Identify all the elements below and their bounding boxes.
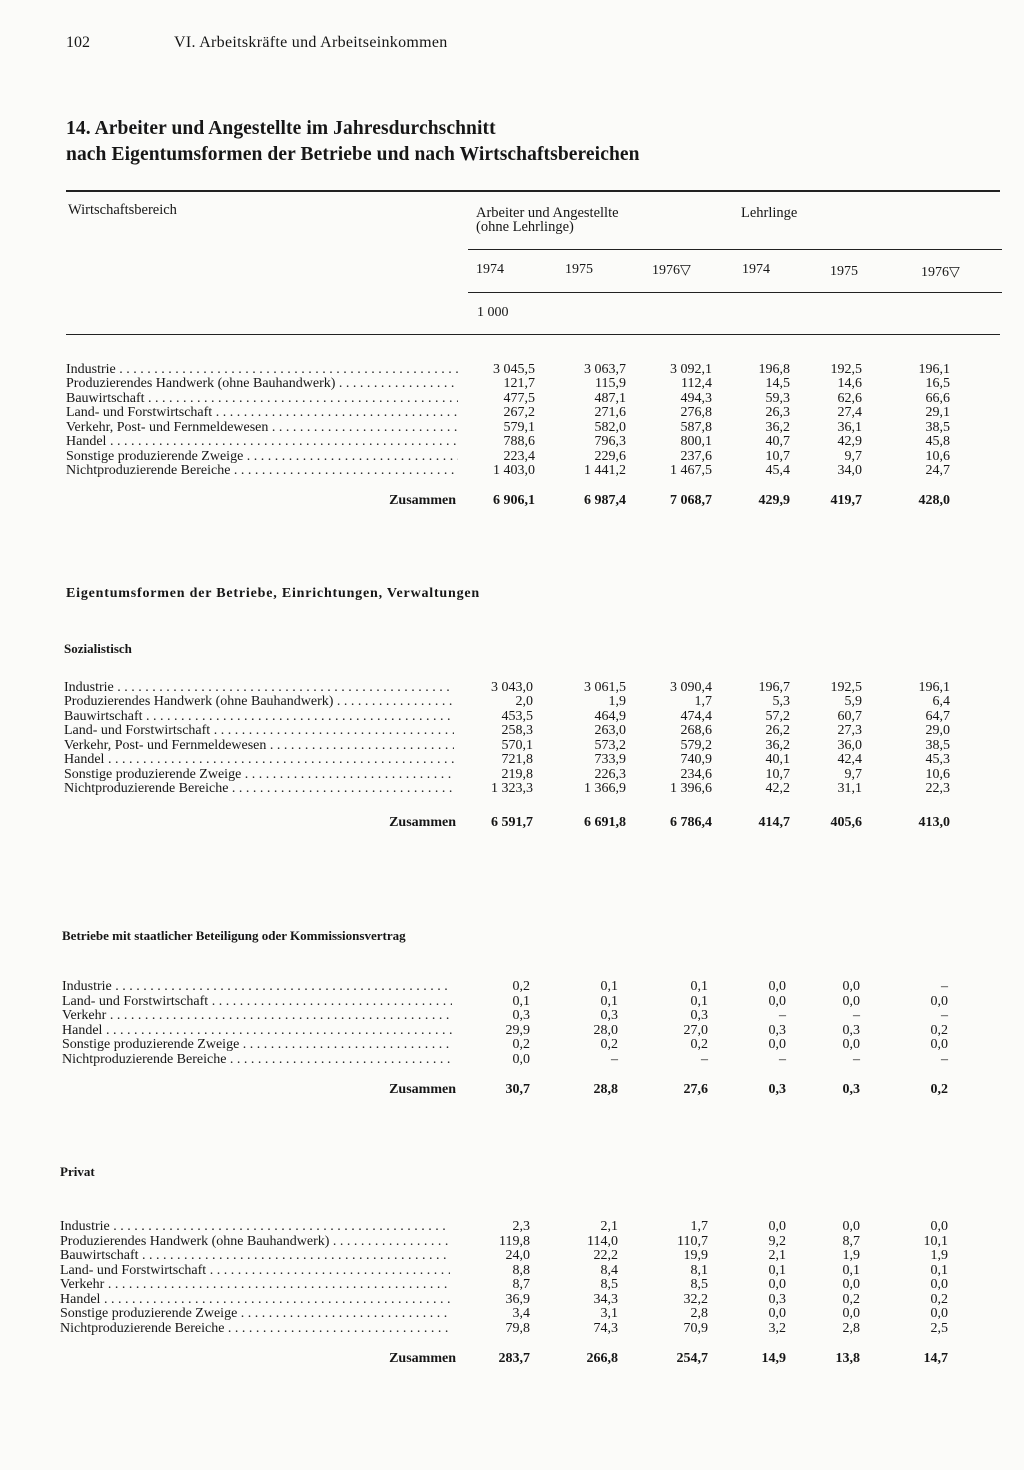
row-label: Bauwirtschaft . . . xyxy=(64,709,454,724)
table-cell: 570,1 xyxy=(501,738,533,753)
table-cell: 0,1 xyxy=(930,1263,948,1278)
table-cell: 16,5 xyxy=(925,376,950,391)
table-cell: 29,9 xyxy=(505,1023,530,1038)
table-cell: 59,3 xyxy=(765,391,790,406)
table-cell: 0,0 xyxy=(842,1219,860,1234)
table-cell: 27,3 xyxy=(837,723,862,738)
table-row xyxy=(0,1008,1024,1023)
table-cell: – xyxy=(941,1008,948,1023)
table-cell: 267,2 xyxy=(503,405,535,420)
total-cell: 14,9 xyxy=(761,1351,786,1366)
header-top-rule xyxy=(66,190,1000,192)
total-label: Zusammen xyxy=(389,815,456,830)
row-label: Land- und Forstwirtschaft . . . xyxy=(64,723,454,738)
table-cell: 32,2 xyxy=(683,1292,708,1307)
table-cell: 192,5 xyxy=(830,362,862,377)
table-cell: 45,4 xyxy=(765,463,790,478)
row-label: Bauwirtschaft . . . xyxy=(66,391,458,406)
table-cell: 192,5 xyxy=(830,680,862,695)
table-cell: 36,1 xyxy=(837,420,862,435)
row-label: Handel . . . xyxy=(64,752,454,767)
table-cell: 70,9 xyxy=(683,1321,708,1336)
table-cell: 0,0 xyxy=(930,1277,948,1292)
table-row xyxy=(0,405,1024,420)
table-cell: 226,3 xyxy=(594,767,626,782)
table-row xyxy=(0,1306,1024,1321)
table-cell: 196,1 xyxy=(918,362,950,377)
table-cell: – xyxy=(853,1008,860,1023)
table-row xyxy=(0,709,1024,724)
table-cell: 0,2 xyxy=(512,979,530,994)
table-cell: 0,3 xyxy=(768,1292,786,1307)
year-header: 1975 xyxy=(830,264,858,279)
table-cell: 276,8 xyxy=(680,405,712,420)
table-cell: 477,5 xyxy=(503,391,535,406)
row-label: Handel . . . xyxy=(62,1023,452,1038)
table-cell: 0,0 xyxy=(768,1306,786,1321)
total-cell: 283,7 xyxy=(498,1351,530,1366)
table-cell: 31,1 xyxy=(837,781,862,796)
row-label: Verkehr . . . xyxy=(60,1277,450,1292)
row-label: Sonstige produzierende Zweige . . . xyxy=(64,767,454,782)
row-label: Verkehr, Post- und Fernmeldewesen . . . xyxy=(64,738,454,753)
table-cell: 1,9 xyxy=(842,1248,860,1263)
table-cell: 0,0 xyxy=(768,979,786,994)
table-cell: 788,6 xyxy=(503,434,535,449)
table-row xyxy=(0,1292,1024,1307)
table-cell: 474,4 xyxy=(680,709,712,724)
table-cell: 268,6 xyxy=(680,723,712,738)
table-cell: 14,6 xyxy=(837,376,862,391)
table-title-line-2: nach Eigentumsformen der Betriebe und nach Wirtschaftsbereichen xyxy=(66,144,640,165)
total-cell: 266,8 xyxy=(586,1351,618,1366)
table-cell: – xyxy=(701,1052,708,1067)
table-cell: 6,4 xyxy=(932,694,950,709)
total-cell: 6 906,1 xyxy=(493,493,535,508)
row-label: Industrie . . . xyxy=(60,1219,450,1234)
table-cell: 114,0 xyxy=(587,1234,618,1249)
year-header: 1976▽ xyxy=(921,265,960,280)
year-header: 1974 xyxy=(476,262,504,277)
table-cell: 0,3 xyxy=(600,1008,618,1023)
total-cell: 429,9 xyxy=(758,493,790,508)
table-cell: 579,2 xyxy=(680,738,712,753)
stub-header: Wirtschaftsbereich xyxy=(68,202,177,218)
row-label: Sonstige produzierende Zweige . . . xyxy=(62,1037,452,1052)
table-cell: 229,6 xyxy=(594,449,626,464)
table-cell: 36,2 xyxy=(765,738,790,753)
table-cell: 579,1 xyxy=(503,420,535,435)
table-cell: 2,3 xyxy=(512,1219,530,1234)
table-cell: 464,9 xyxy=(594,709,626,724)
chapter-title: VI. Arbeitskräfte und Arbeitseinkommen xyxy=(174,34,448,51)
table-cell: 34,0 xyxy=(837,463,862,478)
table-cell: 0,0 xyxy=(768,1037,786,1052)
table-cell: 453,5 xyxy=(501,709,533,724)
row-label: Industrie . . . xyxy=(66,362,458,377)
table-cell: 110,7 xyxy=(677,1234,708,1249)
row-label: Verkehr . . . xyxy=(62,1008,452,1023)
year-header: 1975 xyxy=(565,262,593,277)
table-cell: 45,3 xyxy=(925,752,950,767)
total-row xyxy=(0,493,1024,508)
table-row xyxy=(0,694,1024,709)
table-cell: 0,3 xyxy=(690,1008,708,1023)
table-cell: 36,2 xyxy=(765,420,790,435)
year-header: 1974 xyxy=(742,262,770,277)
row-label: Industrie . . . xyxy=(64,680,454,695)
table-cell: 45,8 xyxy=(925,434,950,449)
table-row xyxy=(0,1248,1024,1263)
table-cell: 27,4 xyxy=(837,405,862,420)
table-cell: 0,0 xyxy=(768,1219,786,1234)
row-label: Nichtproduzierende Bereiche . . . xyxy=(64,781,454,796)
table-cell: 3,1 xyxy=(600,1306,618,1321)
table-cell: 0,1 xyxy=(690,979,708,994)
total-cell: 27,6 xyxy=(683,1082,708,1097)
table-cell: 0,2 xyxy=(930,1023,948,1038)
total-cell: 6 987,4 xyxy=(584,493,626,508)
ownership-section-heading: Eigentumsformen der Betriebe, Einrichtungen, Verwaltungen xyxy=(66,586,481,601)
row-label: Bauwirtschaft . . . xyxy=(60,1248,450,1263)
total-cell: 30,7 xyxy=(505,1082,530,1097)
table-cell: 19,9 xyxy=(683,1248,708,1263)
table-cell: 64,7 xyxy=(925,709,950,724)
total-cell: 0,3 xyxy=(768,1082,786,1097)
row-label: Handel . . . xyxy=(66,434,458,449)
table-cell: 112,4 xyxy=(681,376,712,391)
table-cell: 196,1 xyxy=(918,680,950,695)
table-row xyxy=(0,1277,1024,1292)
table-cell: 0,3 xyxy=(842,1023,860,1038)
table-cell: 3,4 xyxy=(512,1306,530,1321)
total-cell: 413,0 xyxy=(918,815,950,830)
table-cell: 0,2 xyxy=(930,1292,948,1307)
table-cell: 258,3 xyxy=(501,723,533,738)
table-cell: 0,2 xyxy=(690,1037,708,1052)
table-cell: 42,9 xyxy=(837,434,862,449)
table-row xyxy=(0,420,1024,435)
total-cell: 6 691,8 xyxy=(584,815,626,830)
table-cell: 196,8 xyxy=(758,362,790,377)
table-cell: 271,6 xyxy=(594,405,626,420)
table-cell: 9,2 xyxy=(768,1234,786,1249)
table-row xyxy=(0,391,1024,406)
table-cell: 38,5 xyxy=(925,738,950,753)
table-cell: 42,2 xyxy=(765,781,790,796)
table-cell: 1 403,0 xyxy=(493,463,535,478)
table-cell: 8,7 xyxy=(842,1234,860,1249)
table-cell: 573,2 xyxy=(594,738,626,753)
total-row xyxy=(0,1082,1024,1097)
table-cell: 0,0 xyxy=(512,1052,530,1067)
table-row xyxy=(0,781,1024,796)
table-cell: 40,1 xyxy=(765,752,790,767)
table-cell: 0,0 xyxy=(842,1037,860,1052)
table-row xyxy=(0,449,1024,464)
table-cell: 0,1 xyxy=(600,994,618,1009)
table-cell: – xyxy=(941,1052,948,1067)
total-cell: 7 068,7 xyxy=(670,493,712,508)
table-row xyxy=(0,979,1024,994)
table-cell: 22,2 xyxy=(593,1248,618,1263)
table-cell: 1,7 xyxy=(690,1219,708,1234)
total-cell: 28,8 xyxy=(593,1082,618,1097)
table-cell: 1 323,3 xyxy=(491,781,533,796)
table-cell: 36,9 xyxy=(505,1292,530,1307)
table-row xyxy=(0,1234,1024,1249)
table-cell: 587,8 xyxy=(680,420,712,435)
table-cell: 733,9 xyxy=(594,752,626,767)
table-cell: 2,1 xyxy=(768,1248,786,1263)
table-cell: 2,0 xyxy=(515,694,533,709)
table-cell: 115,9 xyxy=(595,376,626,391)
table-cell: 0,0 xyxy=(768,994,786,1009)
table-cell: 8,4 xyxy=(600,1263,618,1278)
table-cell: 62,6 xyxy=(837,391,862,406)
table-cell: 494,3 xyxy=(680,391,712,406)
table-cell: 26,3 xyxy=(765,405,790,420)
table-cell: 40,7 xyxy=(765,434,790,449)
table-cell: 740,9 xyxy=(680,752,712,767)
table-cell: 0,0 xyxy=(842,1306,860,1321)
row-label: Produzierendes Handwerk (ohne Bauhandwerk) . . . xyxy=(60,1234,450,1249)
table-cell: 8,1 xyxy=(690,1263,708,1278)
table-cell: 1,9 xyxy=(930,1248,948,1263)
subsection-heading-socialist: Sozialistisch xyxy=(64,641,132,656)
table-cell: 10,7 xyxy=(765,767,790,782)
table-cell: 28,0 xyxy=(593,1023,618,1038)
table-cell: 2,5 xyxy=(930,1321,948,1336)
table-cell: 0,1 xyxy=(690,994,708,1009)
total-cell: 419,7 xyxy=(830,493,862,508)
table-cell: 0,0 xyxy=(842,979,860,994)
row-label: Land- und Forstwirtschaft . . . xyxy=(60,1263,450,1278)
table-cell: 10,1 xyxy=(923,1234,948,1249)
table-cell: 10,7 xyxy=(765,449,790,464)
table-cell: 0,0 xyxy=(930,1037,948,1052)
header-year-rule xyxy=(468,249,1002,250)
table-cell: 26,2 xyxy=(765,723,790,738)
table-cell: – xyxy=(853,1052,860,1067)
table-cell: 1,9 xyxy=(608,694,626,709)
table-cell: 0,0 xyxy=(842,1277,860,1292)
table-cell: 0,2 xyxy=(600,1037,618,1052)
table-cell: 119,8 xyxy=(499,1234,530,1249)
table-cell: 2,1 xyxy=(600,1219,618,1234)
table-row xyxy=(0,723,1024,738)
table-cell: 0,0 xyxy=(930,1219,948,1234)
table-cell: 796,3 xyxy=(594,434,626,449)
page-number: 102 xyxy=(66,34,90,51)
table-row xyxy=(0,738,1024,753)
total-cell: 6 786,4 xyxy=(670,815,712,830)
table-cell: 36,0 xyxy=(837,738,862,753)
row-label: Land- und Forstwirtschaft . . . xyxy=(66,405,458,420)
table-cell: 8,8 xyxy=(512,1263,530,1278)
total-row xyxy=(0,1351,1024,1366)
table-cell: 5,3 xyxy=(772,694,790,709)
table-cell: 24,0 xyxy=(505,1248,530,1263)
row-label: Nichtproduzierende Bereiche . . . xyxy=(66,463,458,478)
total-cell: 254,7 xyxy=(676,1351,708,1366)
row-label: Industrie . . . xyxy=(62,979,452,994)
table-cell: 0,3 xyxy=(768,1023,786,1038)
table-cell: 0,1 xyxy=(768,1263,786,1278)
total-cell: 0,3 xyxy=(842,1082,860,1097)
table-cell: 0,0 xyxy=(768,1277,786,1292)
row-label: Verkehr, Post- und Fernmeldewesen . . . xyxy=(66,420,458,435)
row-label: Land- und Forstwirtschaft . . . xyxy=(62,994,452,1009)
table-cell: 1 396,6 xyxy=(670,781,712,796)
table-cell: 14,5 xyxy=(765,376,790,391)
table-cell: 3 090,4 xyxy=(670,680,712,695)
group-header-apprentices: Lehrlinge xyxy=(741,205,798,221)
total-cell: 414,7 xyxy=(758,815,790,830)
total-cell: 0,2 xyxy=(930,1082,948,1097)
group-header-workers-2: (ohne Lehrlinge) xyxy=(476,219,574,235)
table-cell: 234,6 xyxy=(680,767,712,782)
table-title-line-1: 14. Arbeiter und Angestellte im Jahresdurchschnitt xyxy=(66,118,496,139)
table-row xyxy=(0,680,1024,695)
table-cell: 9,7 xyxy=(844,449,862,464)
row-label: Produzierendes Handwerk (ohne Bauhandwerk) . . . xyxy=(66,376,458,391)
table-cell: 237,6 xyxy=(680,449,712,464)
table-cell: 0,0 xyxy=(930,1306,948,1321)
row-label: Handel . . . xyxy=(60,1292,450,1307)
table-row xyxy=(0,1052,1024,1067)
row-label: Nichtproduzierende Bereiche . . . xyxy=(62,1052,452,1067)
table-cell: 0,3 xyxy=(512,1008,530,1023)
row-label: Sonstige produzierende Zweige . . . xyxy=(66,449,458,464)
table-cell: 1,7 xyxy=(694,694,712,709)
table-cell: 79,8 xyxy=(505,1321,530,1336)
table-row xyxy=(0,1321,1024,1336)
table-cell: 57,2 xyxy=(765,709,790,724)
table-cell: 8,5 xyxy=(600,1277,618,1292)
table-cell: 29,1 xyxy=(925,405,950,420)
table-cell: 29,0 xyxy=(925,723,950,738)
table-cell: 27,0 xyxy=(683,1023,708,1038)
table-cell: 2,8 xyxy=(842,1321,860,1336)
header-unit-rule xyxy=(468,292,1002,293)
table-cell: 721,8 xyxy=(501,752,533,767)
total-label: Zusammen xyxy=(389,1082,456,1097)
total-cell: 14,7 xyxy=(923,1351,948,1366)
table-row xyxy=(0,994,1024,1009)
total-label: Zusammen xyxy=(389,493,456,508)
table-cell: 0,2 xyxy=(512,1037,530,1052)
header-bottom-rule xyxy=(66,334,1000,335)
table-cell: 800,1 xyxy=(680,434,712,449)
table-cell: 3 061,5 xyxy=(584,680,626,695)
table-cell: 22,3 xyxy=(925,781,950,796)
table-cell: 5,9 xyxy=(844,694,862,709)
table-cell: 582,0 xyxy=(594,420,626,435)
table-cell: 8,7 xyxy=(512,1277,530,1292)
table-cell: 0,1 xyxy=(842,1263,860,1278)
table-row xyxy=(0,1219,1024,1234)
table-row xyxy=(0,434,1024,449)
table-cell: 263,0 xyxy=(594,723,626,738)
table-row xyxy=(0,1023,1024,1038)
table-cell: 1 441,2 xyxy=(584,463,626,478)
table-cell: 487,1 xyxy=(594,391,626,406)
table-cell: 8,5 xyxy=(690,1277,708,1292)
table-cell: – xyxy=(779,1052,786,1067)
table-cell: 74,3 xyxy=(593,1321,618,1336)
table-cell: 223,4 xyxy=(503,449,535,464)
total-label: Zusammen xyxy=(389,1351,456,1366)
table-cell: 0,2 xyxy=(842,1292,860,1307)
table-row xyxy=(0,767,1024,782)
table-cell: 0,0 xyxy=(842,994,860,1009)
table-cell: 38,5 xyxy=(925,420,950,435)
total-cell: 428,0 xyxy=(918,493,950,508)
table-cell: 3 092,1 xyxy=(670,362,712,377)
table-cell: 3 063,7 xyxy=(584,362,626,377)
table-cell: 3 045,5 xyxy=(493,362,535,377)
table-cell: – xyxy=(779,1008,786,1023)
total-cell: 13,8 xyxy=(835,1351,860,1366)
table-cell: 0,1 xyxy=(512,994,530,1009)
table-cell: 9,7 xyxy=(844,767,862,782)
table-cell: 10,6 xyxy=(925,449,950,464)
table-row xyxy=(0,1037,1024,1052)
table-cell: 219,8 xyxy=(501,767,533,782)
table-cell: 42,4 xyxy=(837,752,862,767)
subsection-heading-state-participation: Betriebe mit staatlicher Beteiligung oder Kommissionsvertrag xyxy=(62,928,406,943)
total-cell: 405,6 xyxy=(830,815,862,830)
group-header-workers-1: Arbeiter und Angestellte xyxy=(476,205,619,221)
row-label: Produzierendes Handwerk (ohne Bauhandwerk) . . . xyxy=(64,694,454,709)
table-cell: – xyxy=(611,1052,618,1067)
table-row xyxy=(0,362,1024,377)
total-row xyxy=(0,815,1024,830)
row-label: Nichtproduzierende Bereiche . . . xyxy=(60,1321,450,1336)
table-cell: 121,7 xyxy=(503,376,535,391)
table-cell: 0,1 xyxy=(600,979,618,994)
table-cell: 10,6 xyxy=(925,767,950,782)
table-cell: 60,7 xyxy=(837,709,862,724)
table-cell: 2,8 xyxy=(690,1306,708,1321)
table-cell: 196,7 xyxy=(758,680,790,695)
table-row xyxy=(0,1263,1024,1278)
table-cell: 24,7 xyxy=(925,463,950,478)
table-cell: 0,0 xyxy=(930,994,948,1009)
table-cell: 3,2 xyxy=(768,1321,786,1336)
unit-label: 1 000 xyxy=(477,305,509,320)
table-row xyxy=(0,376,1024,391)
table-cell: – xyxy=(941,979,948,994)
total-cell: 6 591,7 xyxy=(491,815,533,830)
table-cell: 1 366,9 xyxy=(584,781,626,796)
row-label: Sonstige produzierende Zweige . . . xyxy=(60,1306,450,1321)
subsection-heading-private: Privat xyxy=(60,1164,95,1179)
table-row xyxy=(0,752,1024,767)
table-cell: 1 467,5 xyxy=(670,463,712,478)
table-cell: 34,3 xyxy=(593,1292,618,1307)
table-cell: 66,6 xyxy=(925,391,950,406)
year-header: 1976▽ xyxy=(652,263,691,278)
table-cell: 3 043,0 xyxy=(491,680,533,695)
table-row xyxy=(0,463,1024,478)
